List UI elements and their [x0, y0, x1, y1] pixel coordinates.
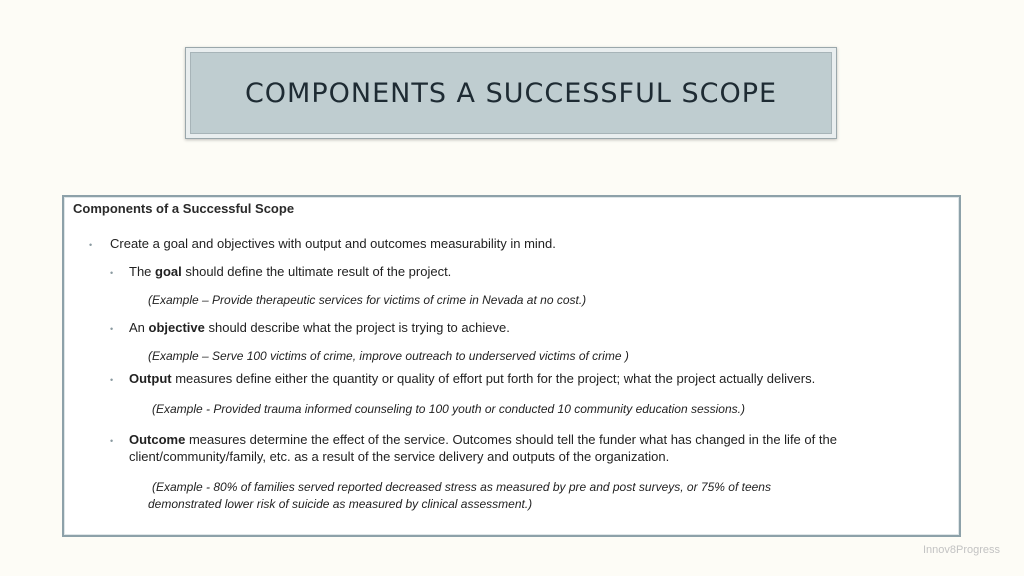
watermark: Innov8Progress [922, 544, 1000, 556]
outcome-text-line1: Outcome measures determine the effect of the service. Outcomes should tell the funder what has changed in the life of the [129, 432, 837, 447]
intro-text: Create a goal and objectives with output and outcomes measurability in mind. [110, 236, 556, 251]
title-box [185, 47, 837, 139]
objective-text: An objective should describe what the project is trying to achieve. [129, 320, 510, 335]
output-text: Output measures define either the quantity or quality of effort put forth for the project; what the project actually delivers. [129, 371, 816, 386]
content-box [62, 195, 961, 537]
bullet-icon: • [110, 324, 114, 334]
output-term: Output [129, 371, 172, 386]
bullet-icon: • [110, 375, 114, 385]
goal-term: goal [155, 264, 182, 279]
bullet-icon: • [110, 436, 114, 446]
objective-term: objective [148, 320, 205, 335]
slide-title: COMPONENTS A SUCCESSFUL SCOPE [244, 77, 778, 109]
outcome-example-line2: demonstrated lower risk of suicide as measured by clinical assessment.) [148, 497, 533, 511]
box-heading: Components of a Successful Scope [73, 201, 295, 216]
output-example: (Example - Provided trauma informed counseling to 100 youth or conducted 10 community education sessions.) [152, 402, 745, 416]
bullet-icon: • [110, 268, 114, 278]
bullet-icon: • [89, 240, 93, 250]
objective-example: (Example – Serve 100 victims of crime, improve outreach to underserved victims of crime ) [148, 349, 629, 363]
goal-text: The goal should define the ultimate result of the project. [129, 264, 452, 279]
outcome-example-line1: (Example - 80% of families served reported decreased stress as measured by pre and post surveys, or 75% of teens [152, 480, 771, 494]
outcome-term: Outcome [129, 432, 186, 447]
outcome-text-line2: client/community/family, etc. as a result of the service delivery and outputs of the organization. [129, 449, 670, 464]
goal-example: (Example – Provide therapeutic services for victims of crime in Nevada at no cost.) [148, 293, 587, 307]
